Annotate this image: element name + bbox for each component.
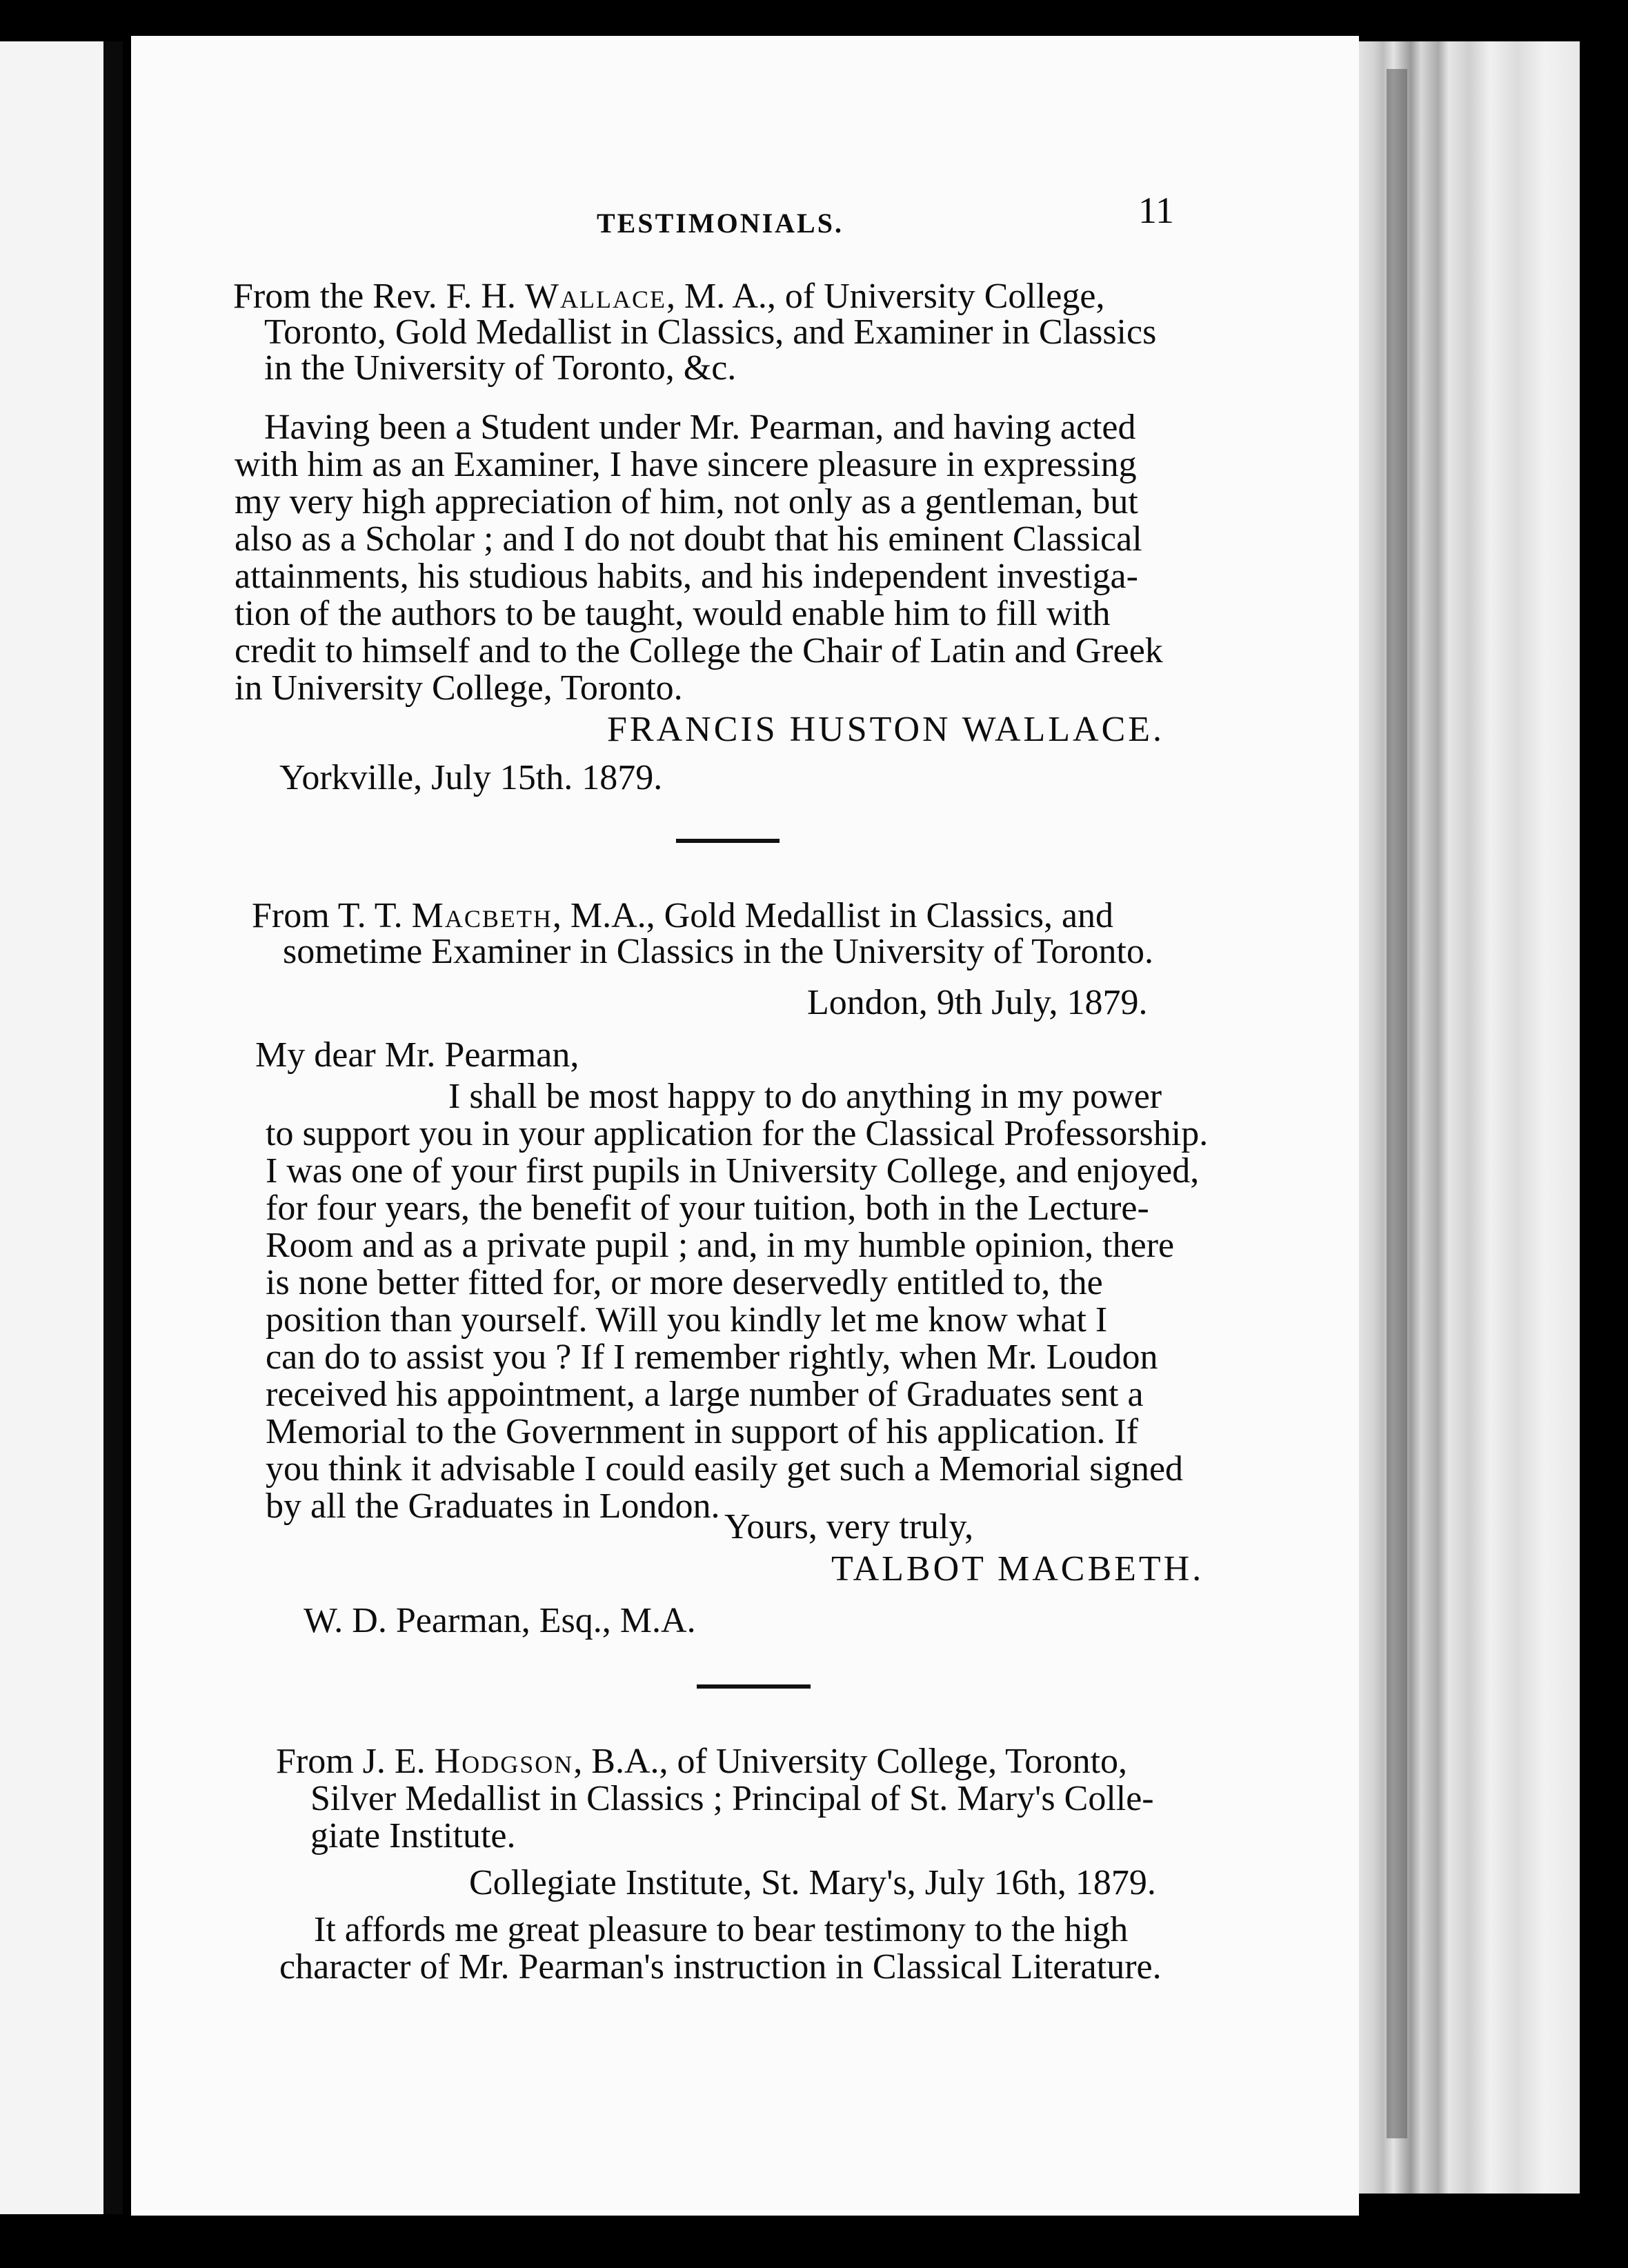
hodgson-body-line: It affords me great pleasure to bear testimony to the high	[314, 1910, 1129, 1949]
macbeth-body-line: for four years, the benefit of your tuition, both in the Lecture-	[266, 1188, 1149, 1228]
macbeth-heading-line2: sometime Examiner in Classics in the University of Toronto.	[283, 932, 1153, 971]
macbeth-heading-line1: From T. T. Macbeth, M.A., Gold Medallist in Classics, and	[252, 896, 1114, 935]
macbeth-closing: Yours, very truly,	[724, 1507, 974, 1546]
wallace-place-date: Yorkville, July 15th. 1879.	[279, 758, 663, 797]
running-head: TESTIMONIALS.	[597, 208, 844, 239]
macbeth-body-line: I was one of your first pupils in University College, and enjoyed,	[266, 1151, 1200, 1191]
macbeth-date: London, 9th July, 1879.	[807, 983, 1148, 1022]
page-edges-shadow	[1387, 69, 1407, 2138]
macbeth-body-line: to support you in your application for the Classical Professorship.	[266, 1114, 1209, 1153]
wallace-heading-line2: Toronto, Gold Medallist in Classics, and Examiner in Classics	[264, 312, 1157, 352]
page-number: 11	[1138, 190, 1174, 231]
wallace-body-line: tion of the authors to be taught, would enable him to fill with	[235, 594, 1111, 633]
macbeth-signature: TALBOT MACBETH.	[831, 1549, 1204, 1589]
section-divider	[697, 1684, 811, 1689]
macbeth-body-line: received his appointment, a large number of Graduates sent a	[266, 1375, 1144, 1414]
wallace-body-line: Having been a Student under Mr. Pearman, and having acted	[264, 408, 1136, 447]
hodgson-heading-line2: Silver Medallist in Classics ; Principal of St. Mary's Colle-	[310, 1779, 1154, 1818]
previous-page-edge	[0, 41, 114, 2214]
wallace-body-line: credit to himself and to the College the Chair of Latin and Greek	[235, 631, 1163, 670]
section-divider	[676, 839, 780, 843]
book-gutter	[103, 41, 123, 2214]
macbeth-body-line: Room and as a private pupil ; and, in my humble opinion, there	[266, 1226, 1175, 1265]
macbeth-addressee: W. D. Pearman, Esq., M.A.	[304, 1601, 696, 1640]
hodgson-body-line: character of Mr. Pearman's instruction in Classical Literature.	[279, 1947, 1162, 1987]
wallace-body-line: my very high appreciation of him, not only as a gentleman, but	[235, 482, 1138, 521]
wallace-signature: FRANCIS HUSTON WALLACE.	[607, 710, 1165, 749]
macbeth-body-line: Memorial to the Government in support of his application. If	[266, 1412, 1139, 1451]
hodgson-heading-line1: From J. E. Hodgson, B.A., of University College, Toronto,	[276, 1742, 1128, 1781]
wallace-heading-line3: in the University of Toronto, &c.	[264, 348, 737, 388]
macbeth-body-line: by all the Graduates in London.	[266, 1486, 720, 1526]
macbeth-body-line: you think it advisable I could easily get such a Memorial signed	[266, 1449, 1184, 1489]
wallace-body-line: also as a Scholar ; and I do not doubt that his eminent Classical	[235, 519, 1142, 559]
wallace-body-line: attainments, his studious habits, and his independent investiga-	[235, 557, 1138, 596]
macbeth-salutation: My dear Mr. Pearman,	[255, 1035, 579, 1075]
macbeth-body-line: position than yourself. Will you kindly let me know what I	[266, 1300, 1108, 1340]
macbeth-body-line: can do to assist you ? If I remember rightly, when Mr. Loudon	[266, 1337, 1158, 1377]
hodgson-heading-line3: giate Institute.	[310, 1816, 516, 1856]
hodgson-place-date: Collegiate Institute, St. Mary's, July 16th, 1879.	[469, 1863, 1156, 1902]
wallace-body-line: in University College, Toronto.	[235, 668, 683, 708]
wallace-body-line: with him as an Examiner, I have sincere pleasure in expressing	[235, 445, 1137, 484]
wallace-heading-line1: From the Rev. F. H. Wallace, M. A., of University College,	[233, 277, 1105, 316]
macbeth-body-line: is none better fitted for, or more deservedly entitled to, the	[266, 1263, 1103, 1302]
macbeth-body-line: I shall be most happy to do anything in my power	[448, 1077, 1162, 1116]
